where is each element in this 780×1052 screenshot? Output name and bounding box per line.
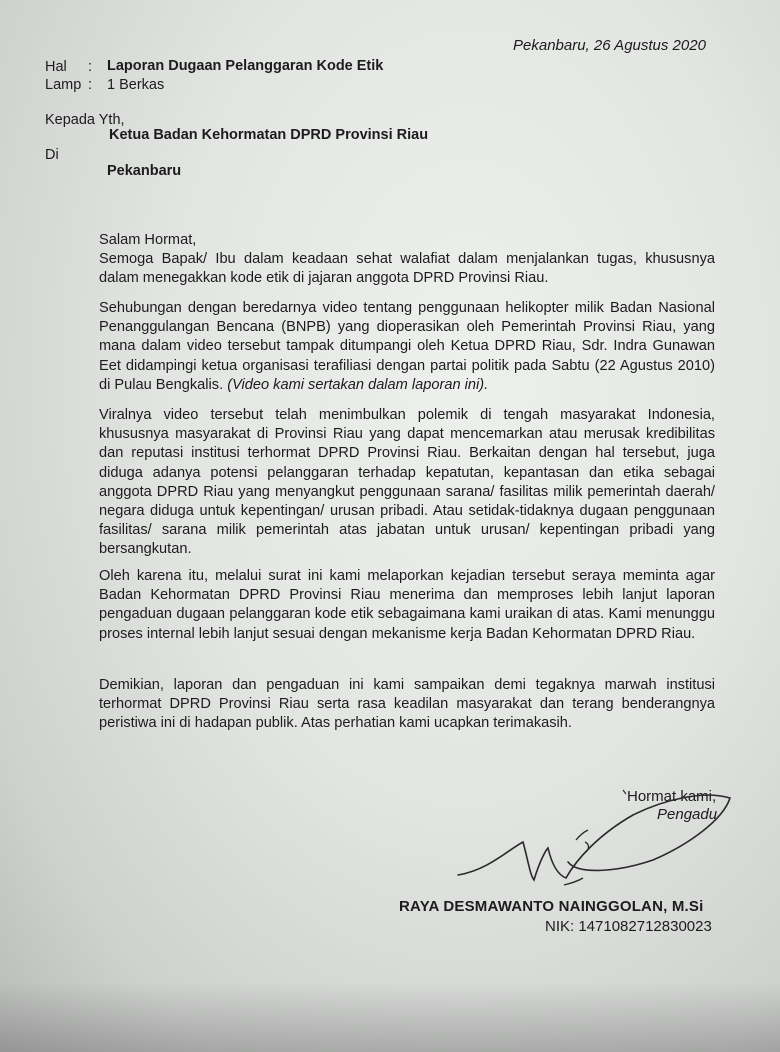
photo-shadow [0,982,780,1052]
recipient-name: Ketua Badan Kehormatan DPRD Provinsi Riau [109,127,429,143]
handwritten-signature [448,780,738,900]
paragraph-1: Semoga Bapak/ Ibu dalam keadaan sehat walafiat dalam menjalankan tugas, khususnya dalam menegakkan kode etik di jajaran anggota DPRD Provinsi Riau. [99,251,715,287]
di-label: Di [45,147,59,163]
recipient-city: Pekanbaru [107,163,182,179]
signer-nik: NIK: 1471082712830023 [545,918,712,935]
paragraph-4: Oleh karena itu, melalui surat ini kami melaporkan kejadian tersebut seraya meminta agar Badan Kehormatan DPRD Provinsi Riau menerima dan memproses lebih lanjut laporan pengaduan dugaan pelanggaran kode etik sebagaimana kami uraikan di atas. Kami menunggu proses internal lebih lanjut sesuai dengan mekanisme kerja Badan Kehormatan DPRD Riau. [99,568,715,642]
greeting: Salam Hormat, [99,232,197,248]
lamp-separator: : [88,77,93,93]
paragraph-2 [99,299,715,395]
paragraph-2-text: Sehubungan dengan beredarnya video tentang penggunaan helikopter milik Badan Nasional Penanggulangan Bencana (BNPB) yang dioperasikan oleh Pemerintah Provinsi Riau, yang mana dalam video tersebut tampak ditumpangi oleh Ketua DPRD Riau, Sdr. Indra Gunawan Eet didampingi ketua organisasi terafiliasi dengan partai politik pada Sabtu (22 Agustus 2010) di Pulau Bengkalis. [99,300,715,393]
subject-line: Laporan Dugaan Pelanggaran Kode Etik [107,58,384,74]
kepada-label: Kepada Yth, [45,112,125,128]
paragraph-2-italic: (Video kami sertakan dalam laporan ini). [227,376,489,393]
lamp-label: Lamp [45,77,82,93]
hal-label: Hal [45,59,67,75]
letter-date: Pekanbaru, 26 Agustus 2020 [513,37,706,54]
signer-name: RAYA DESMAWANTO NAINGGOLAN, M.Si [399,898,704,915]
paragraph-5: Demikian, laporan dan pengaduan ini kami sampaikan demi tegaknya marwah institusi terhormat DPRD Provinsi Riau serta rasa keadilan masyarakat dan terang benderangnya peristiwa ini di hadapan publik. Atas perhatian kami ucapkan terimakasih. [99,677,715,732]
closing-text: Hormat kami, [627,788,717,805]
paragraph-3: Viralnya video tersebut telah menimbulkan polemik di tengah masyarakat Indonesia, khususnya masyarakat di Provinsi Riau yang dapat mencemarkan atau merusak kredibilitas dan reputasi institusi terhormat DPRD Provinsi Riau. Berkaitan dengan hal tersebut, juga diduga adanya potensi pelanggaran terhadap kepatutan, kepantasan dan etika sebagai anggota DPRD Riau yang menyangkut penggunaan sarana/ fasilitas milik pemerintah daerah/ negara diduga untuk kepentingan/ urusan pribadi. Atau setidak-tidaknya dugaan penggunaan fasilitas/ sarana milik pemerintah atas jabatan untuk urusan/ kepentingan pribadi yang bersangkutan. [99,407,715,558]
attachment-count: 1 Berkas [107,77,165,93]
role-text: Pengadu [657,806,718,823]
hal-separator: : [88,59,93,75]
